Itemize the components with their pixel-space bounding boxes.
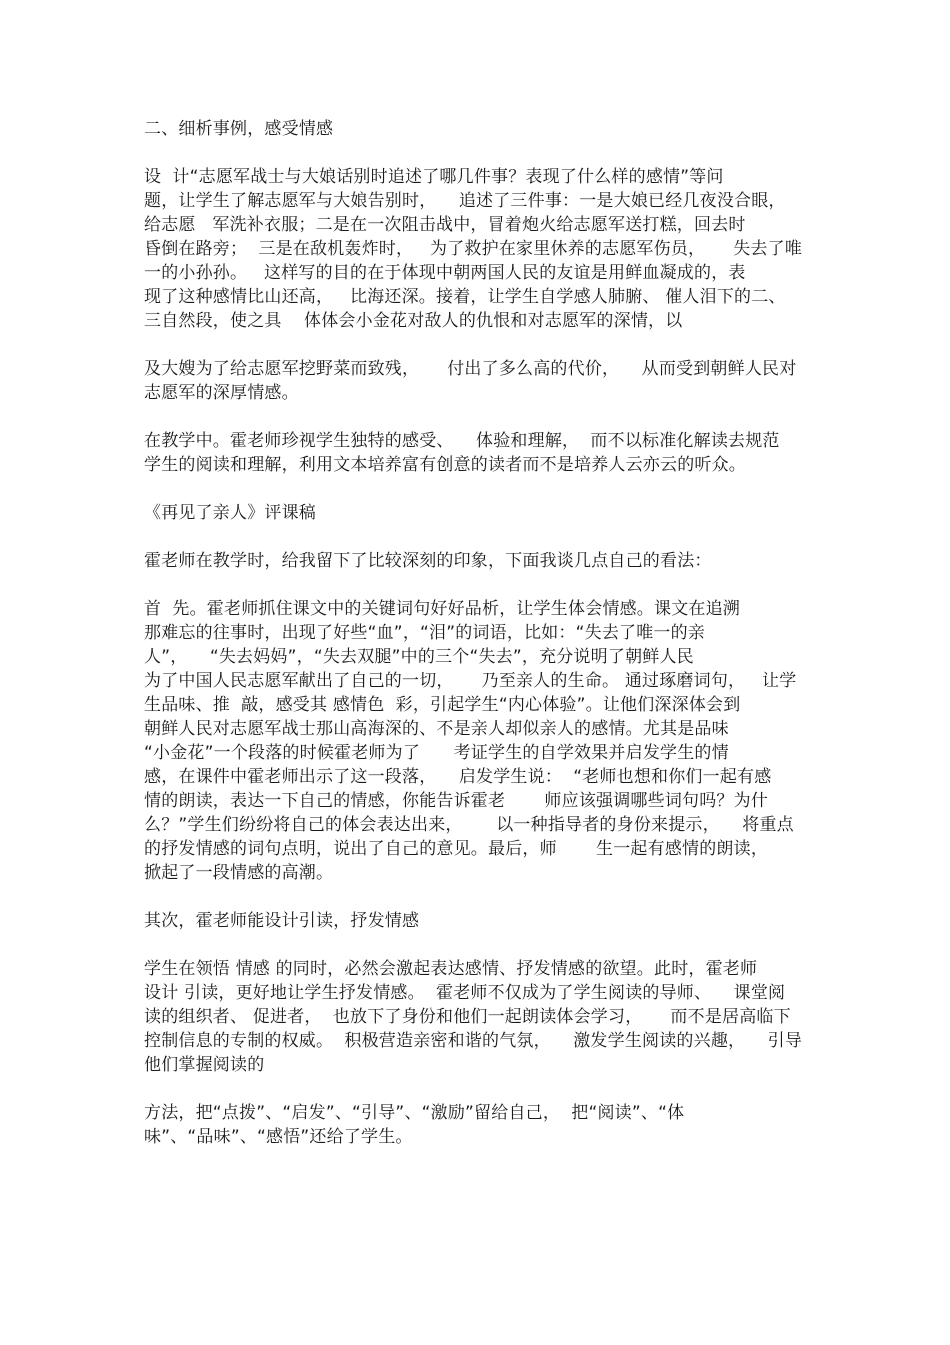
text-line: 掀起了一段情感的高潮。 — [144, 863, 334, 883]
text-line: 在教学中。霍老师珍视学生独特的感受、 体验和理解， 而不以标准化解读去规范 — [144, 431, 780, 451]
text-line: 设计 引读，更好地让学生抒发情感。 霍老师不仅成为了学生阅读的导师、 课堂阅 — [144, 983, 786, 1003]
text-line: 方法，把“点拨”、“启发”、“引导”、“激励”留给自己， 把“阅读”、“体 — [144, 1103, 685, 1123]
text-line: 学生在领悟 情感 的同时，必然会激起表达感情、抒发情感的欲望。此时，霍老师 — [144, 959, 758, 979]
text-line: 控制信息的专制的权威。 积极营造亲密和谐的气氛， 激发学生阅读的兴趣， 引导 — [144, 1031, 803, 1051]
paragraph-spacer — [144, 573, 810, 597]
text-line: 人”， “失去妈妈”，“失去双腿”中的三个“失去”，充分说明了朝鲜人民 — [144, 647, 694, 667]
paragraph-spacer — [144, 933, 810, 957]
text-line: 首 先。霍老师抓住课文中的关键词句好好品析，让学生体会情感。课文在追溯 — [144, 599, 741, 619]
paragraph-spacer — [144, 1077, 810, 1101]
review-title — [144, 501, 810, 525]
text-line: 昏倒在路旁； 三是在敌机轰炸时， 为了救护在家里休养的志愿军伤员， 失去了唯 — [144, 239, 803, 259]
text-line: 情的朗读，表达一下自己的情感，你能告诉霍老 师应该强调哪些词句吗？为什 — [144, 791, 769, 811]
text-line: 三自然段，使之具 体体会小金花对敌人的仇恨和对志愿军的深情，以 — [144, 311, 683, 331]
text-line: 读的组织者、 促进者， 也放下了身份和他们一起朗读体会学习， 而不是居高临下 — [144, 1007, 791, 1027]
text-line: 一的小孙孙。 这样写的目的在于体现中朝两国人民的友谊是用鲜血凝成的，表 — [144, 263, 746, 283]
paragraph-spacer — [144, 885, 810, 909]
paragraph-teaching — [144, 429, 810, 477]
paragraph-spacer — [144, 405, 810, 429]
text-line: 给志愿 军洗补衣服；二是在一次阻击战中，冒着炮火给志愿军送打糕，回去时 — [144, 215, 746, 235]
text-line: 生品味、推 敲，感受其 感情色 彩，引起学生“内心体验”。让他们深深体会到 — [144, 695, 741, 715]
text-line: 为了中国人民志愿军献出了自己的一切， 乃至亲人的生命。 通过琢磨词句， 让学 — [144, 671, 797, 691]
paragraph-spacer — [144, 525, 810, 549]
text-line: 现了这种感情比山还高， 比海还深。接着，让学生自学感人肺腑、 催人泪下的二、 — [144, 287, 786, 307]
text-line: 味”、“品味”、“感悟”还给了学生。 — [144, 1127, 413, 1147]
text-line: “小金花”一个段落的时候霍老师为了 考证学生的自学效果并启发学生的情 — [144, 743, 729, 763]
text-line: 他们掌握阅读的 — [144, 1055, 265, 1075]
text-line: 霍老师在教学时，给我留下了比较深刻的印象，下面我谈几点自己的看法： — [144, 551, 712, 571]
paragraph-spacer — [144, 477, 810, 501]
text-line: 的抒发情感的词句点明，说出了自己的意见。最后，师 生一起有感情的朗读， — [144, 839, 769, 859]
paragraph-second — [144, 957, 810, 1077]
text-line: 么？”学生们纷纷将自己的体会表达出来， 以一种指导者的身份来提示， 将重点 — [144, 815, 794, 835]
text-line: 朝鲜人民对志愿军战士那山高海深的、不是亲人却似亲人的感情。尤其是品味 — [144, 719, 729, 739]
paragraph-spacer — [144, 333, 810, 357]
paragraph-method — [144, 1101, 810, 1149]
text-line: 二、细析事例，感受情感 — [144, 119, 334, 139]
text-line: 那难忘的往事时，出现了好些“血”，“泪”的词语，比如：“失去了唯一的亲 — [144, 623, 706, 643]
paragraph-first — [144, 597, 810, 885]
paragraph-continued — [144, 357, 810, 405]
text-line: 其次，霍老师能设计引读，抒发情感 — [144, 911, 420, 931]
text-line: 《再见了亲人》评课稿 — [144, 503, 316, 523]
text-line: 志愿军的深厚情感。 — [144, 383, 299, 403]
text-line: 及大嫂为了给志愿军挖野菜而致残， 付出了多么高的代价， 从而受到朝鲜人民对 — [144, 359, 797, 379]
paragraph-spacer — [144, 141, 810, 165]
document-body — [144, 117, 810, 1149]
section-heading-2 — [144, 117, 810, 141]
text-line: 设 计“志愿军战士与大娘话别时追述了哪几件事？表现了什么样的感情”等问 — [144, 167, 724, 187]
text-line: 学生的阅读和理解，利用文本培养富有创意的读者而不是培养人云亦云的听众。 — [144, 455, 746, 475]
text-line: 感，在课件中霍老师出示了这一段落， 启发学生说： “老师也想和你们一起有感 — [144, 767, 772, 787]
paragraph-design — [144, 165, 810, 333]
text-line: 题，让学生了解志愿军与大娘告别时， 追述了三件事：一是大娘已经几夜没合眼， — [144, 191, 786, 211]
section-heading-second — [144, 909, 810, 933]
paragraph-intro — [144, 549, 810, 573]
